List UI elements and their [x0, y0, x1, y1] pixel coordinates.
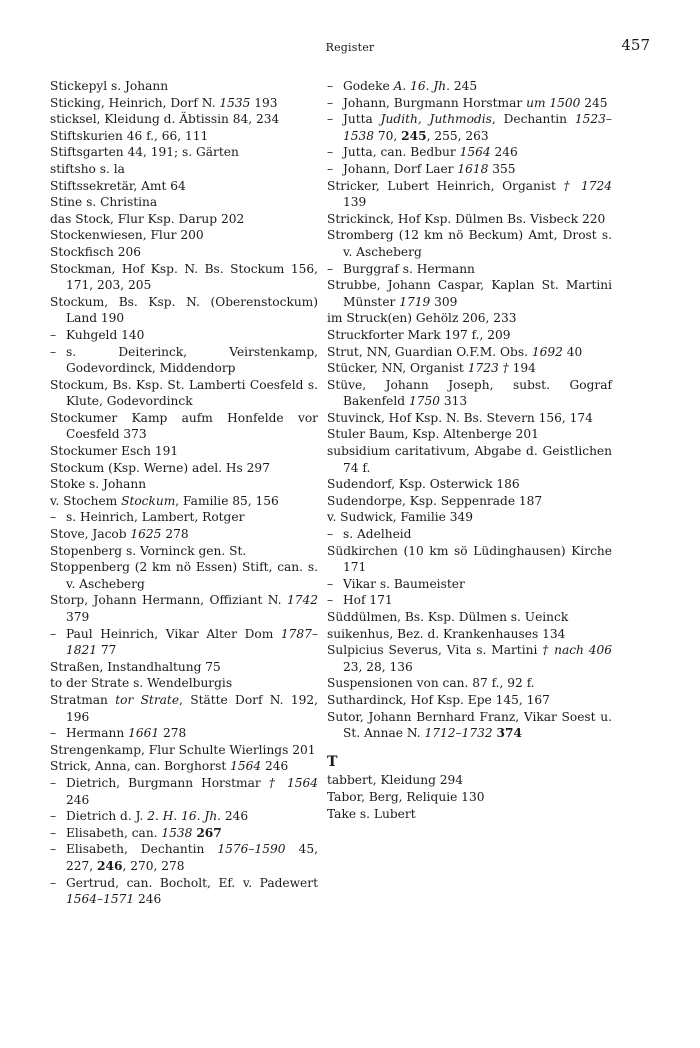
index-entry: Take s. Lubert — [327, 806, 416, 821]
index-entry: – Gertrud, can. Bocholt, Ef. v. Padewert 1564–1571 246 — [50, 875, 318, 907]
index-entry: sticksel, Kleidung d. Äbtissin 84, 234 — [50, 112, 280, 127]
index-entry: Stockumer Kamp aufm Honfelde vor Coesfeld 373 — [50, 410, 318, 442]
index-entry: Stockum, Bs. Ksp. N. (Oberenstockum) Land 190 — [50, 294, 318, 326]
index-entry: Stine s. Christina — [50, 195, 158, 210]
entry-dash: – — [50, 809, 57, 824]
index-entry: Storp, Johann Hermann, Offiziant N. 1742 379 — [50, 593, 318, 624]
index-entry: – Elisabeth, can. 1538 267 — [50, 825, 222, 840]
index-entry: Struckforter Mark 197 f., 209 — [327, 327, 511, 342]
index-entry: – Godeke A. 16. Jh. 245 — [327, 79, 478, 93]
index-entry: Stratman tor Strate, Stätte Dorf N. 192, 196 — [50, 692, 318, 724]
entry-dash: – — [50, 842, 57, 857]
index-entry: Sulpicius Severus, Vita s. Martini † nach 406 23, 28, 136 — [327, 643, 612, 674]
entry-dash: – — [50, 825, 57, 840]
index-entry: Stuvinck, Hof Ksp. N. Bs. Stevern 156, 174 — [327, 410, 593, 425]
index-entry: Stockum, Bs. Ksp. St. Lamberti Coesfeld s. Klute, Godevordinck — [50, 377, 318, 409]
index-entry: – s. Heinrich, Lambert, Rotger — [50, 510, 245, 525]
entry-dash: – — [327, 112, 334, 127]
index-entry: Suspensionen von can. 87 f., 92 f. — [327, 676, 535, 691]
index-entry: Strut, NN, Guardian O.F.M. Obs. 1692 40 — [327, 344, 583, 359]
index-entry: Sticking, Heinrich, Dorf N. 1535 193 — [50, 95, 278, 110]
index-entry: Strengenkamp, Flur Schulte Wierlings 201 — [50, 742, 316, 757]
index-entry: – Hermann 1661 278 — [50, 726, 187, 741]
index-entry: subsidium caritativum, Abgabe d. Geistlichen 74 f. — [327, 444, 612, 475]
section-letter: T — [327, 753, 338, 770]
entry-dash: – — [50, 626, 57, 641]
entry-dash: – — [327, 527, 334, 542]
index-entry: – Dietrich d. J. 2. H. 16. Jh. 246 — [50, 809, 249, 824]
index-entry: – Vikar s. Baumeister — [327, 576, 465, 591]
index-entry: to der Strate s. Wendelburgis — [50, 676, 233, 691]
index-entry: – Jutta, can. Bedbur 1564 246 — [327, 145, 518, 160]
entry-dash: – — [50, 344, 57, 359]
index-entry: Stuler Baum, Ksp. Altenberge 201 — [327, 427, 539, 442]
index-entry: Stücker, NN, Organist 1723 † 194 — [327, 361, 536, 376]
index-entry: Tabor, Berg, Reliquie 130 — [327, 789, 485, 804]
index-entry: Stüve, Johann Joseph, subst. Gograf Bakenfeld 1750 313 — [327, 377, 612, 409]
index-entry: – Jutta Judith, Juthmodis, Dechantin 1523–1538 70, 245, 255, 263 — [327, 112, 613, 143]
index-entry: Stiftskurien 46 f., 66, 111 — [50, 128, 209, 143]
index-entry: Stickepyl s. Johann — [50, 79, 169, 93]
index-entry: Strickinck, Hof Ksp. Dülmen Bs. Visbeck 220 — [327, 211, 606, 226]
index-entry: suikenhus, Bez. d. Krankenhauses 134 — [327, 626, 566, 641]
index-entry: Stoke s. Johann — [50, 477, 147, 492]
index-entry: Südkirchen (10 km sö Lüdinghausen) Kirche 171 — [327, 543, 612, 575]
index-entry: – s. Adelheid — [327, 527, 412, 542]
index-entry: Straßen, Instandhaltung 75 — [50, 659, 221, 674]
index-entry: – s. Deiterinck, Veirstenkamp, Godevordinck, Middendorp — [50, 344, 318, 376]
index-entry: Sutor, Johann Bernhard Franz, Vikar Soest u. St. Annae N. 1712–1732 374 — [327, 709, 612, 741]
index-entry: stiftsho s. la — [50, 161, 125, 176]
index-entry: Stockum (Ksp. Werne) adel. Hs 297 — [50, 460, 270, 475]
running-title: Register — [325, 41, 375, 54]
index-entry: Stove, Jacob 1625 278 — [50, 527, 189, 542]
index-entry: das Stock, Flur Ksp. Darup 202 — [50, 211, 245, 226]
page-number: 457 — [621, 36, 650, 54]
index-entry: Strick, Anna, can. Borghorst 1564 246 — [50, 759, 289, 774]
entry-dash: – — [50, 327, 57, 342]
index-entry: Sudendorpe, Ksp. Seppenrade 187 — [327, 493, 543, 508]
index-entry: – Burggraf s. Hermann — [327, 261, 475, 276]
index-entry: tabbert, Kleidung 294 — [327, 773, 464, 788]
entry-dash: – — [50, 875, 57, 890]
index-entry: Stiftssekretär, Amt 64 — [50, 178, 186, 193]
entry-dash: – — [50, 775, 57, 790]
index-entry: im Struck(en) Gehölz 206, 233 — [327, 311, 517, 326]
page-header — [50, 36, 650, 60]
entry-dash: – — [327, 576, 334, 591]
entry-dash: – — [327, 161, 334, 176]
index-entry: – Hof 171 — [327, 593, 393, 608]
index-entry: Stricker, Lubert Heinrich, Organist † 1724 139 — [327, 178, 613, 210]
index-entry: – Johann, Burgmann Horstmar um 1500 245 — [327, 95, 608, 110]
index-entry: Stockumer Esch 191 — [50, 444, 179, 459]
index-entry: – Dietrich, Burgmann Horstmar † 1564 246 — [50, 775, 318, 807]
index-entry: Stockenwiesen, Flur 200 — [50, 228, 204, 243]
index-entry: Stockfisch 206 — [50, 244, 141, 259]
index-entry: Stromberg (12 km nö Beckum) Amt, Drost s. v. Ascheberg — [327, 228, 612, 259]
entry-dash: – — [50, 726, 57, 741]
index-entry: Stockman, Hof Ksp. N. Bs. Stockum 156, 171, 203, 205 — [50, 261, 318, 293]
entry-dash: – — [327, 593, 334, 608]
entry-dash: – — [327, 95, 334, 110]
entry-dash: – — [327, 261, 334, 276]
right-column — [327, 78, 612, 822]
index-entry: v. Stochem Stockum, Familie 85, 156 — [50, 493, 279, 508]
index-entry: Sudendorf, Ksp. Osterwick 186 — [327, 477, 520, 492]
entry-dash: – — [327, 145, 334, 160]
index-entry: – Paul Heinrich, Vikar Alter Dom 1787–1821 77 — [50, 626, 318, 658]
index-entry: Stopenberg s. Vorninck gen. St. — [50, 543, 247, 558]
index-entry: Strubbe, Johann Caspar, Kaplan St. Martini Münster 1719 309 — [327, 278, 612, 309]
left-column — [50, 78, 318, 908]
index-entry: – Johann, Dorf Laer 1618 355 — [327, 161, 516, 176]
index-entry: – Kuhgeld 140 — [50, 327, 145, 342]
index-entry: – Elisabeth, Dechantin 1576–1590 45, 227, 246, 270, 278 — [50, 842, 318, 873]
index-entry: Suthardinck, Hof Ksp. Epe 145, 167 — [327, 692, 550, 707]
entry-dash: – — [50, 510, 57, 525]
entry-dash: – — [327, 79, 334, 93]
index-entry: v. Sudwick, Familie 349 — [327, 510, 473, 525]
index-entry: Stoppenberg (2 km nö Essen) Stift, can. s. v. Ascheberg — [50, 560, 318, 591]
index-entry: Süddülmen, Bs. Ksp. Dülmen s. Ueinck — [327, 610, 569, 624]
index-entry: Stiftsgarten 44, 191; s. Gärten — [50, 145, 239, 160]
